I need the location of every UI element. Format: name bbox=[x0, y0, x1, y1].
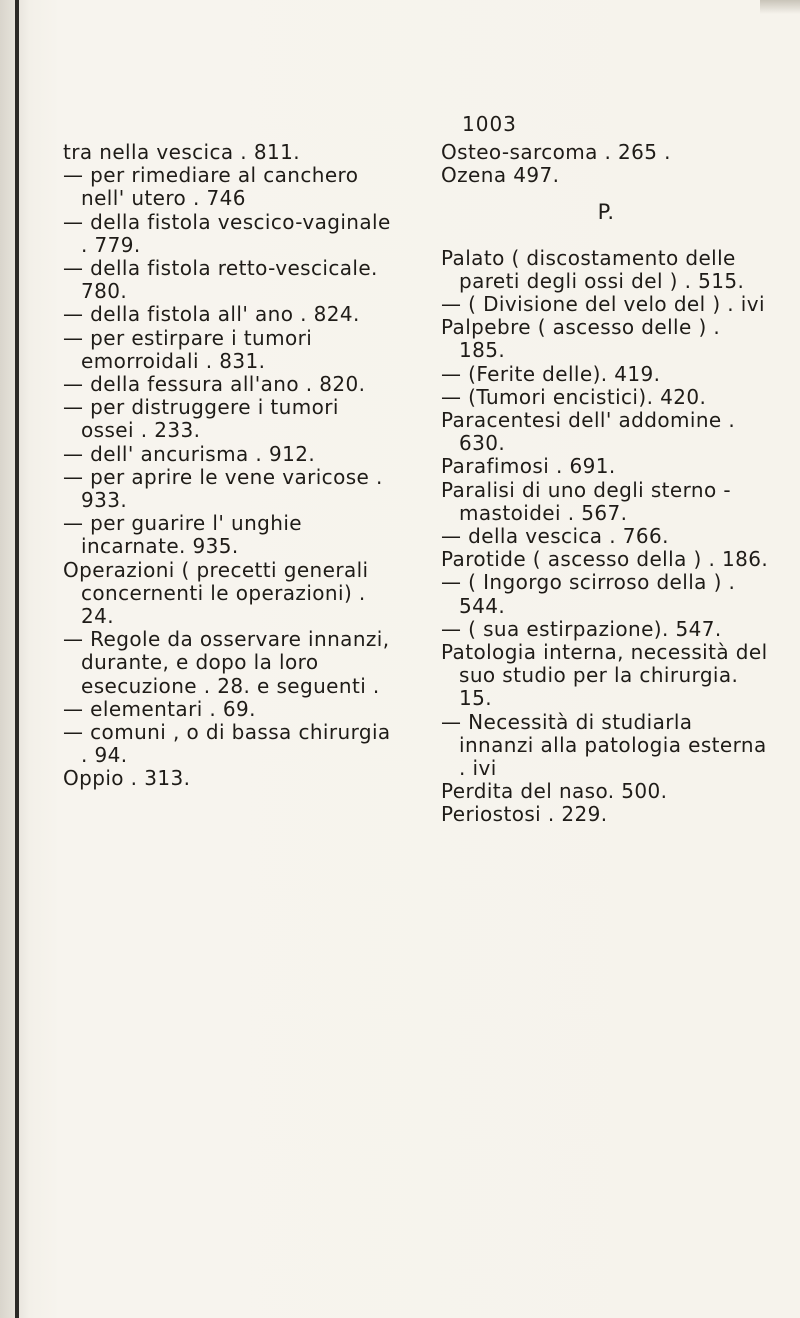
index-entry: — ( sua estirpazione). 547. bbox=[441, 616, 722, 641]
index-entry: — dell' ancurisma . 912. bbox=[63, 441, 316, 466]
index-entry: Paracentesi dell' addomine . 630. bbox=[441, 408, 736, 456]
index-entry: Osteo-sarcoma . 265 . bbox=[441, 140, 671, 164]
index-entry: — per estirpare i tumori emorroidali . 831. bbox=[63, 325, 313, 373]
index-entry: — Necessità di studiarla innanzi alla patologia esterna . ivi bbox=[441, 709, 767, 781]
page-number: 1003 bbox=[462, 112, 517, 136]
index-entry: Perdita del naso. 500. bbox=[441, 779, 668, 804]
index-entry: Palato ( discostamento delle pareti degli ossi del ) . 515. bbox=[441, 245, 745, 293]
index-entry: tra nella vescica . 811. bbox=[63, 140, 300, 164]
index-column-right bbox=[441, 141, 771, 827]
index-entry: — Regole da osservare innanzi, durante, e dopo la loro esecuzione . 28. e seguenti . bbox=[63, 627, 390, 698]
index-entry: — elementari . 69. bbox=[63, 696, 256, 721]
page-corner-shadow bbox=[760, 0, 800, 14]
index-entry: Paralisi di uno degli sterno - mastoidei . 567. bbox=[441, 477, 731, 525]
index-entry: Oppio . 313. bbox=[63, 766, 191, 791]
index-entry: — per distruggere i tumori ossei . 233. bbox=[63, 395, 339, 443]
index-entry: — (Ferite delle). 419. bbox=[441, 361, 661, 386]
index-entry: — comuni , o di bassa chirurgia . 94. bbox=[63, 720, 391, 768]
index-entry: Parafimosi . 691. bbox=[441, 454, 616, 479]
index-entry: — per rimediare al canchero nell' utero . 746 bbox=[63, 163, 359, 211]
index-entry: — della fistola retto-vescicale. 780. bbox=[63, 256, 378, 304]
index-entry: Palpebre ( ascesso delle ) . 185. bbox=[441, 315, 721, 363]
section-letter-heading: P. bbox=[597, 200, 615, 225]
index-entry: — della fistola all' ano . 824. bbox=[63, 302, 360, 327]
index-entry: — ( Ingorgo scirroso della ) . 544. bbox=[441, 570, 736, 618]
index-entry: Periostosi . 229. bbox=[441, 802, 608, 827]
index-column-left bbox=[63, 141, 393, 791]
index-entry: Operazioni ( precetti generali concernenti le operazioni) . 24. bbox=[63, 557, 369, 629]
binding-gutter bbox=[15, 0, 19, 1318]
index-entry: — ( Divisione del velo del ) . ivi bbox=[441, 292, 765, 317]
index-entry: — della fistola vescico-vaginale . 779. bbox=[63, 209, 391, 257]
index-entry: — per aprire le vene varicose . 933. bbox=[63, 464, 383, 513]
index-entry: — della fessura all'ano . 820. bbox=[63, 372, 366, 397]
index-entry: — per guarire l' unghie incarnate. 935. bbox=[63, 511, 302, 559]
index-entry: — (Tumori encistici). 420. bbox=[441, 384, 707, 409]
index-entry: Parotide ( ascesso della ) . 186. bbox=[441, 547, 769, 572]
index-entry: — della vescica . 766. bbox=[441, 524, 669, 549]
index-entry: Patologia interna, necessità del suo studio per la chirurgia. 15. bbox=[441, 640, 768, 711]
index-entry: Ozena 497. bbox=[441, 163, 560, 188]
